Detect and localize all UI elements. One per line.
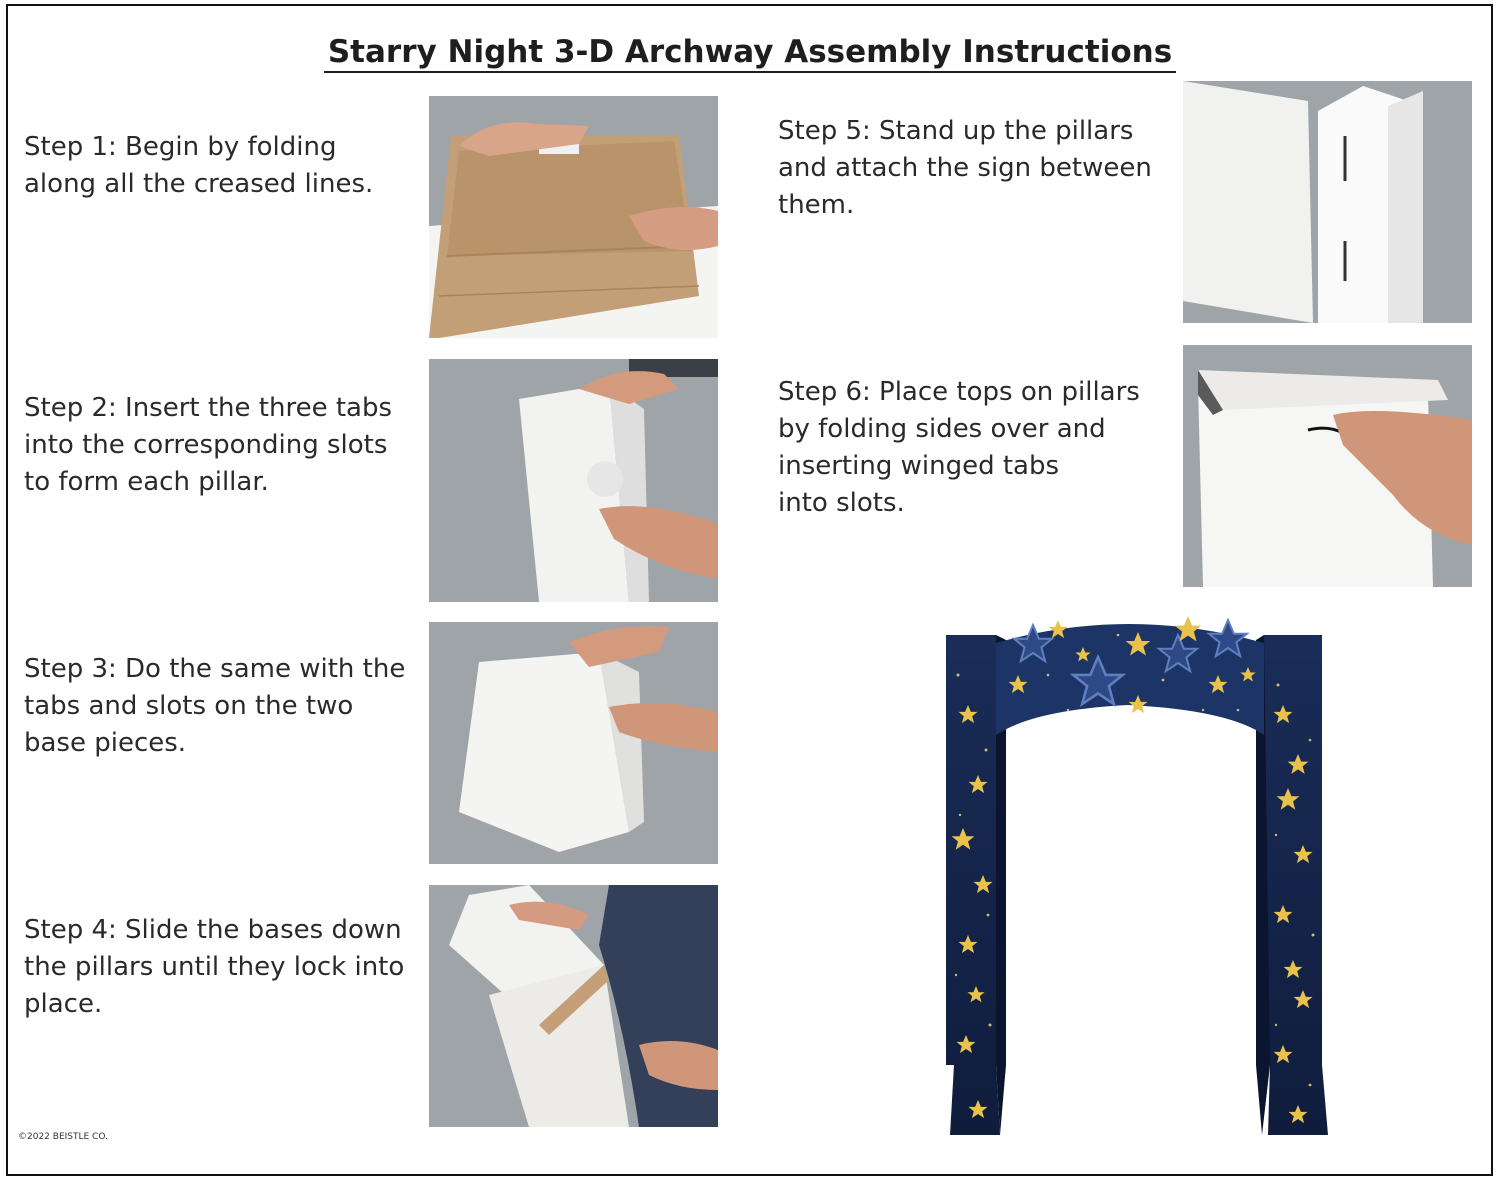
- copyright-notice: ©2022 BEISTLE CO.: [18, 1132, 108, 1142]
- step-1-text: Step 1: Begin by folding along all the creased lines.: [24, 132, 374, 199]
- step-3-text: Step 3: Do the same with the tabs and slots on the two base pieces.: [24, 654, 406, 758]
- step-5-text: Step 5: Stand up the pillars and attach the sign between them.: [778, 116, 1152, 220]
- pillar-top-photo: [1183, 345, 1472, 587]
- base-pieces-photo: [429, 622, 718, 864]
- page-title-text: Starry Night 3-D Archway Assembly Instructions: [324, 34, 1176, 73]
- sliding-base-photo: [429, 885, 718, 1127]
- step-2-text: Step 2: Insert the three tabs into the corresponding slots to form each pillar.: [24, 393, 393, 497]
- step-6-text: Step 6: Place tops on pillars by folding sides over and inserting winged tabs into slots.: [778, 377, 1140, 518]
- starry-archway-illustration: [938, 615, 1330, 1141]
- attach-sign-photo: [1183, 81, 1472, 323]
- folding-cardboard-photo: [429, 96, 718, 338]
- inserting-tabs-photo: [429, 359, 718, 602]
- page-title: [0, 34, 1500, 70]
- step-4-text: Step 4: Slide the bases down the pillars until they lock into place.: [24, 915, 405, 1019]
